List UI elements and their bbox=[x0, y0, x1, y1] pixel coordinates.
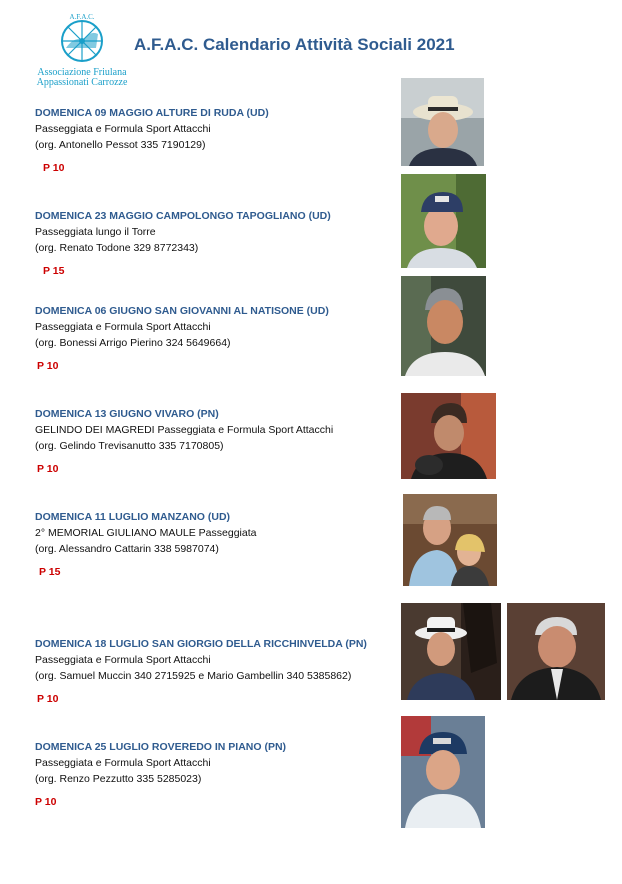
event-5 bbox=[35, 511, 395, 578]
organizer-photo bbox=[401, 174, 486, 268]
event-heading: DOMENICA 11 LUGLIO MANZANO (UD) bbox=[35, 511, 231, 523]
event-2 bbox=[35, 210, 395, 277]
event-organizer: (org. Renzo Pezzutto 335 5285023) bbox=[35, 773, 202, 785]
event-description: Passeggiata e Formula Sport Attacchi bbox=[35, 654, 211, 666]
event-description: 2° MEMORIAL GIULIANO MAULE Passeggiata bbox=[35, 527, 257, 539]
organizer-photo bbox=[507, 603, 605, 700]
organizer-photo bbox=[401, 78, 484, 166]
event-description: GELINDO DEI MAGREDI Passeggiata e Formula Sport Attacchi bbox=[35, 424, 334, 436]
event-7 bbox=[35, 741, 395, 808]
event-3 bbox=[35, 305, 395, 372]
afac-logo bbox=[36, 10, 128, 90]
event-points: P 15 bbox=[43, 265, 65, 277]
logo-line1: Associazione Friulana bbox=[37, 67, 127, 78]
event-description: Passeggiata lungo il Torre bbox=[35, 226, 156, 238]
event-organizer: (org. Samuel Muccin 340 2715925 e Mario Gambellin 340 5385862) bbox=[35, 670, 352, 682]
event-points: P 10 bbox=[37, 463, 59, 475]
event-1 bbox=[35, 107, 395, 174]
organizer-photo bbox=[401, 716, 485, 828]
organizer-photo bbox=[401, 393, 496, 479]
event-description: Passeggiata e Formula Sport Attacchi bbox=[35, 757, 211, 769]
organizer-photo bbox=[401, 603, 501, 700]
event-organizer: (org. Bonessi Arrigo Pierino 324 5649664) bbox=[35, 337, 231, 349]
page-title: A.F.A.C. Calendario Attività Sociali 2021 bbox=[134, 35, 455, 54]
event-4 bbox=[35, 408, 395, 475]
event-heading: DOMENICA 25 LUGLIO ROVEREDO IN PIANO (PN) bbox=[35, 741, 287, 753]
event-points: P 15 bbox=[39, 566, 61, 578]
event-points: P 10 bbox=[43, 162, 65, 174]
logo-monogram: A.F.A.C. bbox=[69, 13, 95, 21]
event-organizer: (org. Renato Todone 329 8772343) bbox=[35, 242, 199, 254]
organizer-photo bbox=[403, 494, 497, 586]
event-heading: DOMENICA 18 LUGLIO SAN GIORGIO DELLA RICCHINVELDA (PN) bbox=[35, 638, 367, 650]
event-description: Passeggiata e Formula Sport Attacchi bbox=[35, 123, 211, 135]
event-heading: DOMENICA 23 MAGGIO CAMPOLONGO TAPOGLIANO (UD) bbox=[35, 210, 331, 222]
event-6 bbox=[35, 638, 395, 705]
event-organizer: (org. Gelindo Trevisanutto 335 7170805) bbox=[35, 440, 224, 452]
event-heading: DOMENICA 09 MAGGIO ALTURE DI RUDA (UD) bbox=[35, 107, 269, 119]
event-description: Passeggiata e Formula Sport Attacchi bbox=[35, 321, 211, 333]
event-organizer: (org. Antonello Pessot 335 7190129) bbox=[35, 139, 206, 151]
event-points: P 10 bbox=[37, 693, 59, 705]
event-heading: DOMENICA 13 GIUGNO VIVARO (PN) bbox=[35, 408, 219, 420]
logo-line2: Appassionati Carrozze bbox=[36, 77, 128, 88]
event-organizer: (org. Alessandro Cattarin 338 5987074) bbox=[35, 543, 219, 555]
event-heading: DOMENICA 06 GIUGNO SAN GIOVANNI AL NATISONE (UD) bbox=[35, 305, 329, 317]
carriage-wheel-icon bbox=[60, 18, 104, 64]
event-points: P 10 bbox=[35, 796, 57, 808]
organizer-photo bbox=[401, 276, 486, 376]
event-points: P 10 bbox=[37, 360, 59, 372]
